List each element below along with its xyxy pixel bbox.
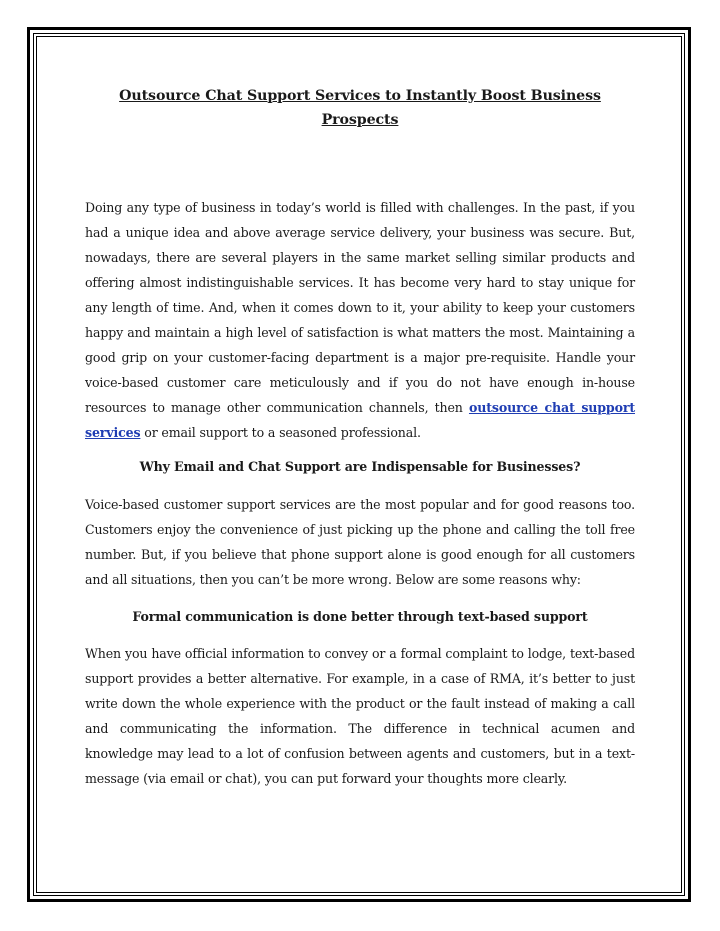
section-heading-formal-communication: Formal communication is done better through text-based support xyxy=(132,609,588,624)
intro-text-after-link: or email support to a seasoned professional. xyxy=(140,425,421,440)
voice-support-paragraph: Voice-based customer support services are the most popular and for good reasons too. Customers enjoy the convenience of just picking up the phone and calling the toll free number. But, if you believe that phone support alone is good enough for all customers and all situations, then you can’t be more wrong. Below are some reasons why: xyxy=(85,497,635,587)
text-support-paragraph: When you have official information to convey or a formal complaint to lodge, text-based support provides a better alternative. For example, in a case of RMA, it’s better to just write down the whole experience with the product or the fault instead of making a call and communicating the information. The difference in technical acumen and knowledge may lead to a lot of confusion between agents and customers, but in a text-message (via email or chat), you can put forward your thoughts more clearly. xyxy=(85,646,635,786)
outsource-chat-support-link[interactable]: outsource chat support services xyxy=(85,400,635,440)
intro-text-before-link: Doing any type of business in today’s world is filled with challenges. In the past, if you had a unique idea and above average service delivery, your business was secure. But, nowadays, there are several players in the same market selling similar products and offering almost indistinguishable services. It has become very hard to stay unique for any length of time. And, when it comes down to it, your ability to keep your customers happy and maintain a high level of satisfaction is what matters the most. Maintaining a good grip on your customer-facing department is a major pre-requisite. Handle your voice-based customer care meticulously and if you do not have enough in-house resources to manage other communication channels, then xyxy=(85,200,635,415)
document-body xyxy=(85,84,635,791)
intro-paragraph xyxy=(85,195,635,445)
section-heading-why-email-chat: Why Email and Chat Support are Indispensable for Businesses? xyxy=(139,459,581,474)
document-title: Outsource Chat Support Services to Instantly Boost Business Prospects xyxy=(119,88,601,128)
